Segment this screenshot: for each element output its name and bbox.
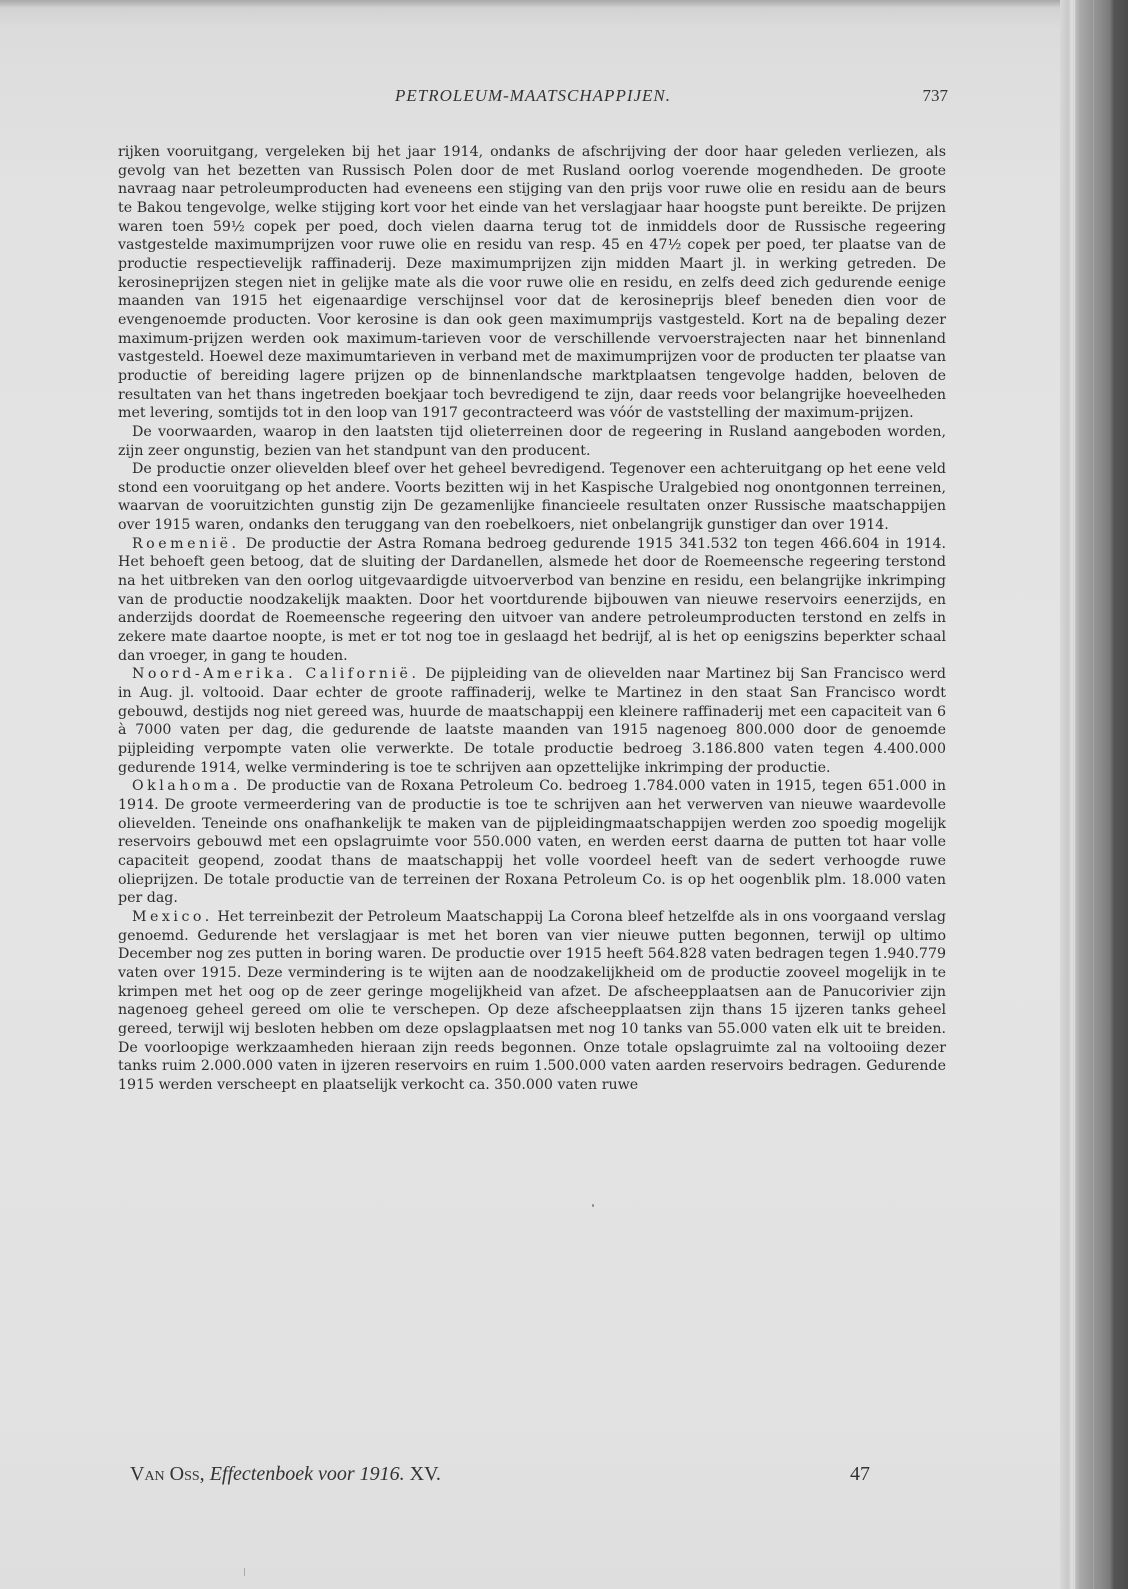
paragraph-mexico: [118, 908, 946, 1095]
paragraph-text: De pijpleiding van de olievelden naar Martinez bij San Francisco werd in Aug. jl. voltooid. Daar echter de groote raffinaderij, welke te Martinez in den staat San Francisco wordt gebouwd, destijds nog niet gereed was, huurde de maatschappij een kleinere raffinaderij met een capaciteit van 6 à 7000 vaten per dag, die gedurende de laatste maanden van 1915 nagenoeg 800.000 door de genoemde pijpleiding verpompte vaten olie verwerkte. De totale productie bedroeg 3.186.800 vaten tegen 4.400.000 gedurende 1914, welke vermindering is toe te schrijven aan opzettelijke inkrimping der productie.: [118, 666, 946, 776]
footer-volume: XV.: [409, 1463, 441, 1485]
gutter-highlight: [1093, 0, 1094, 1589]
paragraph-russia-production: [118, 460, 946, 535]
page-header: [118, 86, 948, 110]
paragraph-oklahoma: [118, 777, 946, 908]
scan-speck: [244, 1568, 245, 1576]
running-title: PETROLEUM-MAATSCHAPPIJEN.: [394, 86, 672, 105]
section-lead-romania: Roemenië.: [132, 535, 240, 552]
page-footer: [130, 1463, 870, 1491]
paragraph-russia-terms: [118, 423, 946, 460]
scan-edge-shadow: [0, 0, 1060, 8]
footer-book-title: Effectenboek voor 1916.: [209, 1463, 405, 1485]
paragraph-romania: [118, 535, 946, 666]
scan-speck: [592, 1204, 594, 1207]
section-lead-oklahoma: Oklahoma.: [132, 778, 241, 795]
body-text: [118, 143, 946, 1094]
paragraph-north-america-california: [118, 665, 946, 777]
paragraph-text: De productie der Astra Romana bedroeg gedurende 1915 341.532 ton tegen 466.604 in 1914. Het behoeft geen betoog, dat de sluiting der Dardanellen, alsmede het door de Roemeensche regeering terstond na het uitbreken van den oorlog uitgevaardigde uitvoerverbod van benzine en residu, een belangrijke inkrimping van de productie noodzakelijk maakten. Door het voortdurende bijbouwen van nieuwe reservoirs eenerzijds, en anderzijds doordat de Roemeensche regeering den uitvoer van andere petroleumproducten terstond en zelfs in zekere mate daartoe noopte, is met er tot nog toe in geslaagd het bedrijf, al is het op eenigszins beperkter schaal dan vroeger, in gang te houden.: [118, 535, 946, 664]
gutter-highlight: [1074, 0, 1075, 1589]
page-number: 737: [922, 86, 948, 105]
footer-author: Van Oss,: [130, 1463, 205, 1485]
paragraph-text: De productie van de Roxana Petroleum Co. bedroeg 1.784.000 vaten in 1915, tegen 651.000 in 1914. De groote vermeerdering van de productie is toe te schrijven aan het verwerven van nieuwe waardevolle olievelden. Teneinde ons onafhankelijk te maken van de pijpleidingmaatschappijen werden zoo spoedig mogelijk reservoirs gebouwd met een opslagruimte voor 550.000 vaten, en werden eerst daarna de putten tot haar volle capaciteit geopend, zoodat thans de maatschappij het volle voordeel heeft van de sedert verhoogde ruwe olieprijzen. De totale productie van de terreinen der Roxana Petroleum Co. is op het oogenblik plm. 18.000 vaten per dag.: [118, 778, 946, 907]
book-binding-gutter: [1060, 0, 1128, 1589]
paragraph-russia-prices: [118, 143, 946, 423]
footer-signature-mark: 47: [850, 1463, 870, 1485]
paragraph-text: De voorwaarden, waarop in den laatsten tijd olieterreinen door de regeering in Rusland aangeboden worden, zijn zeer ongunstig, bezien van het standpunt van den producent.: [118, 423, 946, 459]
section-lead-mexico: Mexico.: [132, 908, 213, 925]
paragraph-text: Het terreinbezit der Petroleum Maatschappij La Corona bleef hetzelfde als in ons voorgaand verslag genoemd. Gedurende het verslagjaar is met het boren van vier nieuwe putten begonnen, terwijl op ultimo December nog zes putten in boring waren. De productie over 1915 heeft 564.828 vaten bedragen tegen 1.940.779 vaten over 1915. Deze vermindering is te wijten aan de noodzakelijkheid om de productie zooveel mogelijk in te krimpen met het oog op de zeer geringe mogelijkheid van afzet. De afscheepplaatsen aan de Panucorivier zijn nagenoeg geheel gereed om olie te verschepen. Op deze afscheepplaatsen zijn thans 15 ijzeren tanks geheel gereed, terwijl wij besloten hebben om deze opslagplaatsen met nog 10 tanks van 55.000 vaten elk uit te breiden. De voorloopige werkzaamheden hieraan zijn reeds begonnen. Onze totale opslagruimte zal na voltooiing dezer tanks ruim 2.000.000 vaten in ijzeren reservoirs en ruim 1.500.000 vaten aarden reservoirs bedragen. Gedurende 1915 werden verscheept en plaatselijk verkocht ca. 350.000 vaten ruwe: [118, 908, 946, 1093]
section-lead-north-america: Noord-Amerika. Californië.: [132, 666, 420, 683]
paragraph-text: rijken vooruitgang, vergeleken bij het jaar 1914, ondanks de afschrijving der door haar geleden verliezen, als gevolg van het bezetten van Russisch Polen door de met Rusland oorlog voerende mogendheden. De groote navraag naar petroleumproducten had eveneens een stijging van den prijs voor ruwe olie en residu aan de beurs te Bakou tengevolge, welke stijging kort voor het einde van het verslagjaar haar hoogste punt bereikte. De prijzen waren toen 59½ copek per poed, doch vielen daarna terug tot de inmiddels door de Russische regeering vastgestelde maximumprijzen voor ruwe olie en residu van resp. 45 en 47½ copek per poed, ter plaatse van de productie respectievelijk raffinaderij. Deze maximumprijzen zijn midden Maart jl. in werking getreden. De kerosineprijzen stegen niet in gelijke mate als die voor ruwe olie en residu, en zelfs deed zich gedurende eenige maanden van 1915 het eigenaardige verschijnsel voor dat de kerosineprijs bleef beneden dien voor de evengenoemde producten. Voor kerosine is dan ook geen maximumprijs vastgesteld. Kort na de bepaling dezer maximum-prijzen werden ook maximum-tarieven voor de verschillende vervoerstrajecten naar het binnenland vastgesteld. Hoewel deze maximumtarieven in verband met de maximumprijzen voor de producten ter plaatse van productie of bereiding lagere prijzen op de binnenlandsche marktplaatsen tengevolge hadden, beloven de resultaten van het thans ingetreden boekjaar toch bevredigend te zijn, daar reeds voor belangrijke hoeveelheden met levering, somtijds tot in den loop van 1917 gecontracteerd was vóór de vaststelling der maximum-prijzen.: [118, 144, 946, 422]
paragraph-text: De productie onzer olievelden bleef over het geheel bevredigend. Tegenover een achteruitgang op het eene veld stond een vooruitgang op het andere. Voorts bezitten wij in het Kaspische Uralgebied nog onontgonnen terreinen, waarvan de vooruitzichten gunstig zijn De gezamenlijke financieele resultaten onzer Russische maatschappijen over 1915 waren, ondanks den teruggang van den roebelkoers, niet onbelangrijk gunstiger dan over 1914.: [118, 461, 946, 534]
